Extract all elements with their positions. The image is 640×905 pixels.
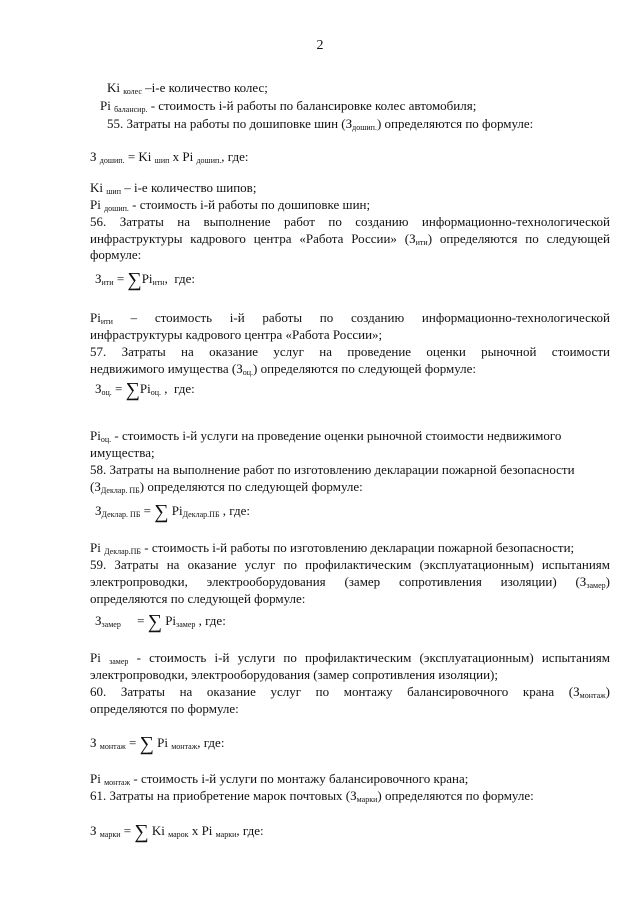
text-line-13: $Pi_{оц.}$ - стоимость i-й услуги на проведение оценки рыночной стоимости недвижимого <box>90 428 562 444</box>
formula-oc: $З_{оц.} = \sum Pi_{оц.}$ , где: <box>95 379 195 401</box>
text-line-10: инфраструктуры кадрового центра «Работа России»; <box>90 327 383 342</box>
formula-iti: $З_{ити} = \sum Pi_{итн}$, где: <box>95 269 196 291</box>
text-line-23: 60. Затраты на оказание услуг по монтажу балансировочного крана $(З_{монтаж})$ <box>90 684 610 700</box>
text-line-5: Pi $_{дошип.}$ - стоимость i-й работы по дошиповке шин; <box>90 197 371 213</box>
text-line-25: Pi $_{монтаж}$ - стоимость i-й услуги по монтажу балансировочного крана; <box>90 771 469 787</box>
text-line-4: Ki $_{шип}$ – i-е количество шипов; <box>90 180 257 196</box>
text-line-18: 59. Затраты на оказание услуг по профилактическим (эксплуатационным) испытаниям <box>90 557 610 572</box>
text-line-21: Pi $_{замер}$ - стоимость i-й услуги по профилактическим (эксплуатационным) испытаниям <box>90 650 611 666</box>
text-line-15: 58. Затраты на выполнение работ по изготовлению декларации пожарной безопасности <box>90 462 575 477</box>
text-line-7: инфраструктуры кадрового центра «Работа России» $(З_{ити})$ определяются по следующей <box>90 231 610 247</box>
formula-deklar: $З_{Деклар. ПБ}$ = ∑ $Pi_{Деклар.ПБ}$ , где: <box>95 501 250 523</box>
formula-montazh: З $_{монтаж}$ = ∑ Pi $_{монтаж}$, где: <box>90 733 225 755</box>
text-line-9: $Pi_{ити}$ – стоимость i-й работы по созданию информационно-технологической <box>90 310 610 326</box>
text-line-20: определяются по следующей формуле: <box>90 591 306 606</box>
page-number: 2 <box>316 38 324 53</box>
text-line-6: 56. Затраты на выполнение работ по созданию информационно-технологической <box>90 214 610 229</box>
formula-marki: З $_{марки}$ = ∑ Ki $_{марок}$ х Pi $_{марки}$, где: <box>90 821 264 843</box>
text-line-3: 55. Затраты на работы по дошиповке шин $(З_{дошип.})$ определяются по формуле: <box>107 116 534 132</box>
text-line-24: определяются по формуле: <box>90 701 239 716</box>
text-line-17: Pi $_{Деклар.ПБ}$ - стоимость i-й работы по изготовлению декларации пожарной безопасности; <box>90 540 575 556</box>
text-line-8: формуле: <box>90 247 142 262</box>
text-line-2: Pi $_{балансир.}$ - стоимость i-й работы по балансировке колес автомобиля; <box>100 98 477 114</box>
text-line-14: имущества; <box>90 445 155 460</box>
text-line-22: электропроводки, электрооборудования (замер сопротивления изоляции); <box>90 667 498 682</box>
text-line-16: $(З_{Деклар. ПБ})$ определяются по следующей формуле: <box>90 479 363 495</box>
text-line-11: 57. Затраты на оказание услуг на проведение оценки рыночной стоимости <box>90 344 610 359</box>
text-line-26: 61. Затраты на приобретение марок почтовых $(З_{марки})$ определяются по формуле: <box>90 788 534 804</box>
text-line-1: Ki $_{колес}$ –i-е количество колес; <box>107 80 268 96</box>
formula-zamer: $З_{замер}$ = ∑ $Pi_{замер}$ , где: <box>95 611 226 633</box>
formula-doship: З $_{дошип.}$ = Ki $_{шип}$ х Pi $_{дошип.}$, где: <box>90 149 249 165</box>
text-line-19: электропроводки, электрооборудования (замер сопротивления изоляции) $(З_{замер})$ <box>90 574 610 590</box>
text-line-12: недвижимого имущества $(З_{оц.})$ определяются по следующей формуле: <box>90 361 477 377</box>
